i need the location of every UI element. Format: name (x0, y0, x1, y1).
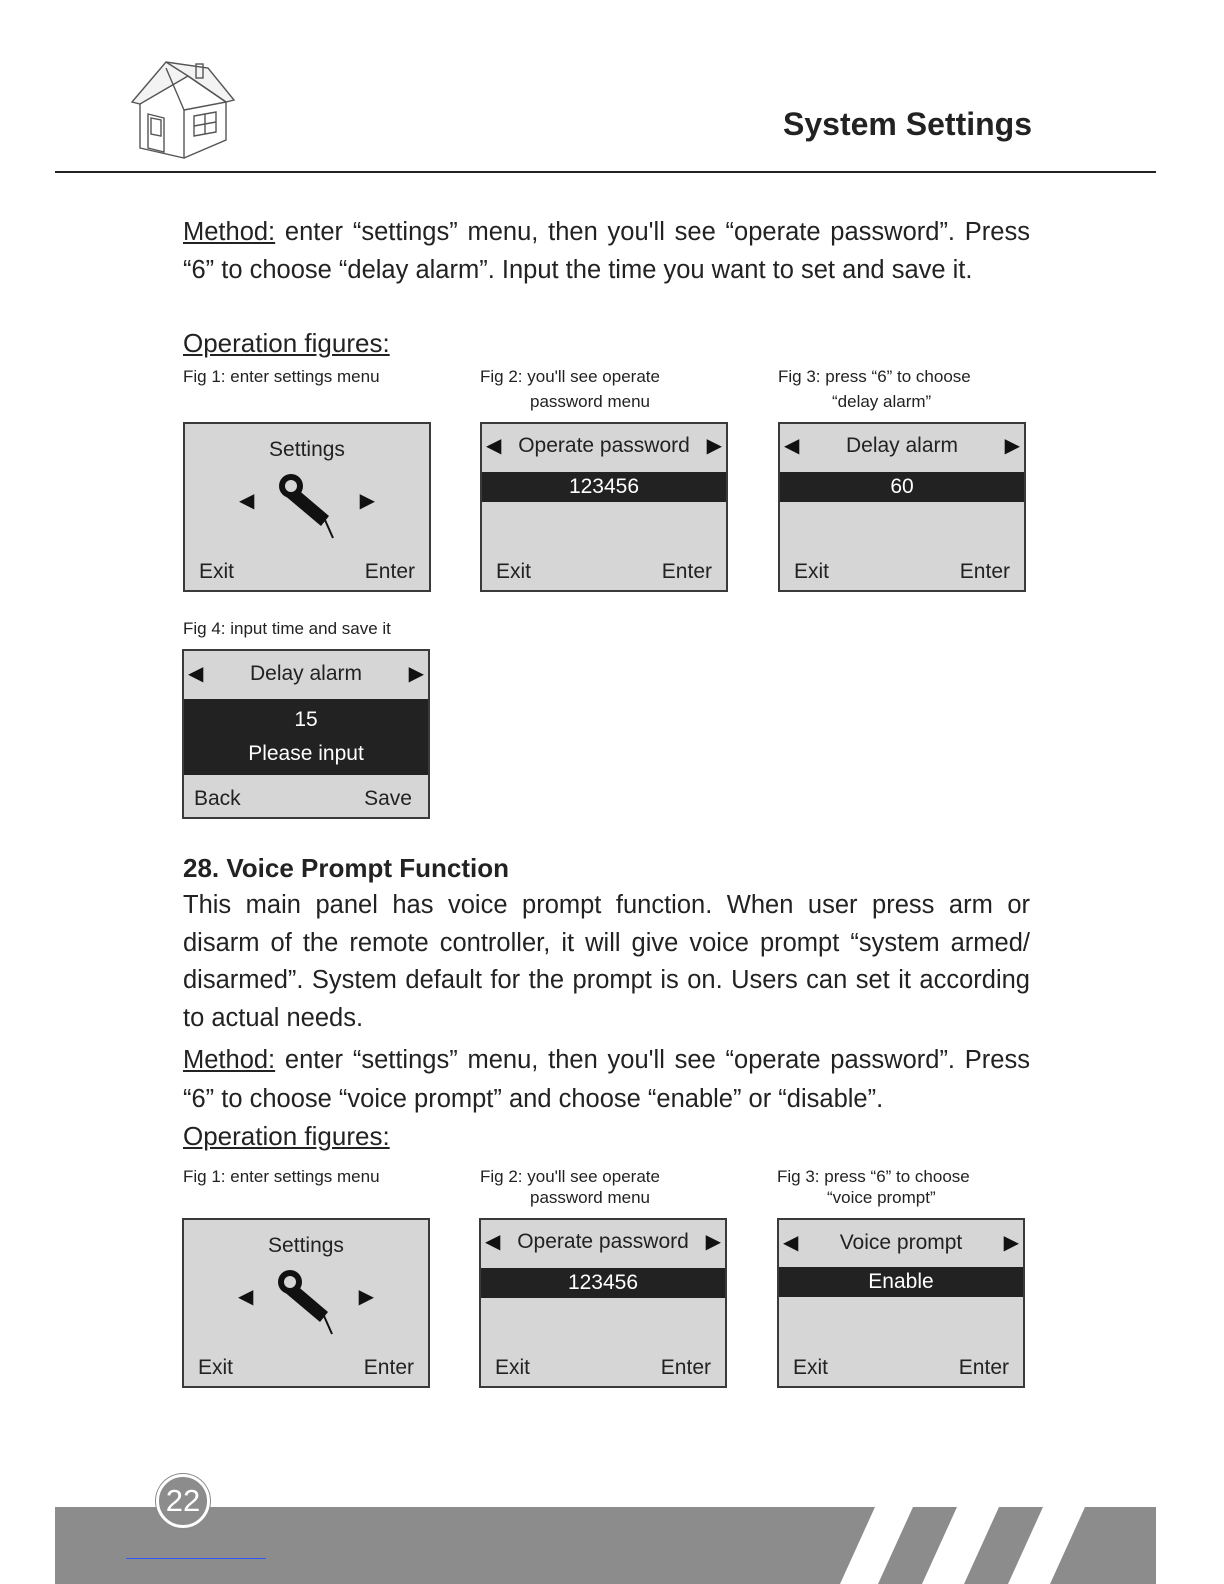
page-title: System Settings (783, 106, 1032, 142)
left-arrow-icon: ◀ (486, 435, 502, 457)
left-arrow-icon: ◀ (485, 1231, 501, 1253)
right-arrow-icon: ▶ (705, 1231, 721, 1253)
right-arrow-icon: ▶ (1003, 1232, 1019, 1254)
left-arrow-icon: ◀ (783, 1232, 799, 1254)
footer-link-underline (126, 1558, 266, 1559)
delay-alarm-input-screen (182, 649, 430, 819)
right-arrow-icon: ▶ (358, 1286, 374, 1308)
operation-figures-label: Operation figures: (183, 328, 390, 358)
delay-value: 60 (780, 472, 1024, 502)
operation-figures-heading (183, 1118, 1030, 1157)
voice-prompt-screen (777, 1218, 1025, 1388)
screen-title: Delay alarm (249, 662, 363, 685)
section-heading: 28. Voice Prompt Function (183, 853, 510, 883)
fig-caption: Fig 1: enter settings menu (183, 1167, 380, 1186)
enter-softkey[interactable]: Enter (661, 560, 712, 583)
exit-softkey[interactable]: Exit (199, 560, 235, 583)
enter-softkey[interactable]: Enter (959, 560, 1010, 583)
input-prompt: Please input (248, 742, 364, 765)
fig-caption: Fig 3: press “6” to choose “delay alarm” (778, 367, 971, 411)
voice-prompt-method (183, 1041, 1030, 1119)
screen-title: Settings (268, 1234, 344, 1257)
left-arrow-icon: ◀ (784, 435, 800, 457)
password-value: 123456 (481, 1268, 725, 1298)
exit-softkey[interactable]: Exit (793, 1356, 829, 1379)
method-label: Method: (183, 218, 276, 246)
screen-title: Voice prompt (839, 1231, 963, 1254)
screen-header (780, 428, 1024, 464)
screen-header (482, 428, 726, 464)
fig-caption: Fig 2: you'll see operate password menu (480, 367, 660, 411)
fig-caption: Fig 4: input time and save it (183, 619, 391, 638)
input-area[interactable] (184, 699, 428, 775)
footer-bar (55, 1507, 1156, 1584)
exit-softkey[interactable]: Exit (198, 1356, 234, 1379)
operate-password-screen (480, 422, 728, 592)
wrench-icon (275, 468, 345, 540)
enter-softkey[interactable]: Enter (660, 1356, 711, 1379)
header-divider (55, 171, 1156, 173)
exit-softkey[interactable]: Exit (495, 1356, 531, 1379)
right-arrow-icon: ▶ (1004, 435, 1020, 457)
fig-caption: Fig 2: you'll see operate password menu (480, 1167, 660, 1207)
screen-title: Delay alarm (845, 434, 959, 457)
house-icon (128, 56, 238, 164)
delay-alarm-screen (778, 422, 1026, 592)
left-arrow-icon: ◀ (238, 1286, 254, 1308)
save-softkey[interactable]: Save (364, 787, 412, 810)
operate-password-screen (479, 1218, 727, 1388)
screen-header (481, 1224, 725, 1260)
screen-title: Operate password (518, 434, 690, 457)
fig-caption: Fig 3: press “6” to choose “voice prompt” (777, 1167, 970, 1207)
right-arrow-icon: ▶ (706, 435, 722, 457)
exit-softkey[interactable]: Exit (794, 560, 830, 583)
right-arrow-icon: ▶ (359, 490, 375, 512)
settings-screen (183, 422, 431, 592)
right-arrow-icon: ▶ (408, 663, 424, 685)
method-text: enter “settings” menu, then you'll see “operate password”. Press “6” to choose “delay alarm”. Input the time you want to set and save it. (183, 218, 1030, 284)
screen-title: Settings (269, 438, 345, 461)
screen-title: Operate password (517, 1230, 689, 1253)
method-label: Method: (183, 1046, 276, 1074)
back-softkey[interactable]: Back (194, 787, 241, 810)
wrench-icon (274, 1264, 344, 1336)
exit-softkey[interactable]: Exit (496, 560, 532, 583)
screen-header (779, 1225, 1023, 1261)
enter-softkey[interactable]: Enter (364, 560, 415, 583)
method-text: enter “settings” menu, then you'll see “operate password”. Press “6” to choose “voice prompt” and choose “enable” or “disable”. (183, 1046, 1030, 1113)
screen-header (184, 656, 428, 692)
delay-alarm-method (183, 214, 1030, 289)
fig-caption: Fig 1: enter settings menu (183, 367, 380, 386)
voice-prompt-intro: This main panel has voice prompt function. When user press arm or disarm of the remote controller, it will give voice prompt “system armed/ disarmed”. System default for the prompt is on. Users can set it according to actual needs. (183, 891, 1030, 1032)
operation-figures-heading (183, 325, 1030, 364)
enter-softkey[interactable]: Enter (363, 1356, 414, 1379)
left-arrow-icon: ◀ (239, 490, 255, 512)
delay-input-value: 15 (294, 708, 318, 731)
operation-figures-label: Operation figures: (183, 1121, 390, 1151)
password-value: 123456 (482, 472, 726, 502)
voice-prompt-value[interactable]: Enable (779, 1267, 1023, 1297)
page-number: 22 (156, 1474, 210, 1528)
enter-softkey[interactable]: Enter (958, 1356, 1009, 1379)
settings-screen (182, 1218, 430, 1388)
left-arrow-icon: ◀ (188, 663, 204, 685)
